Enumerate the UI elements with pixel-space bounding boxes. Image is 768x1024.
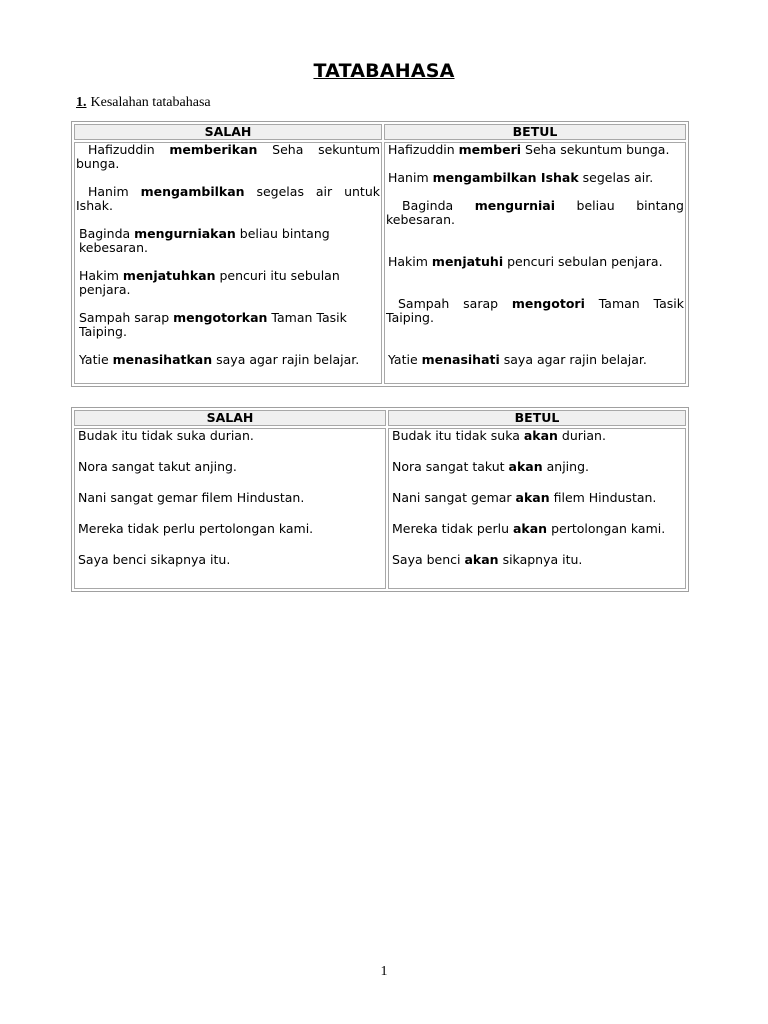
betul-entry: Nani sangat gemar akan filem Hindustan. [392, 490, 657, 505]
table-header-row [74, 410, 686, 426]
salah-entry: Budak itu tidak suka durian. [78, 428, 254, 443]
betul-entry: Nora sangat takut akan anjing. [392, 459, 589, 474]
betul-entry: Hanim mengambilkan Ishak segelas air. [388, 170, 654, 185]
betul-entry: Budak itu tidak suka akan durian. [392, 428, 606, 443]
salah-entry: Yatie menasihatkan saya agar rajin belajar. [79, 352, 360, 367]
betul-entry: Sampah sarap mengotori Taman Tasik Taiping. [386, 296, 684, 325]
betul-entry: Saya benci akan sikapnya itu. [392, 552, 583, 567]
salah-entry: Baginda mengurniakan beliau bintang kebesaran. [79, 226, 330, 255]
header-salah: SALAH [74, 410, 386, 426]
section-heading [76, 95, 211, 111]
header-salah: SALAH [74, 124, 382, 140]
section-number: 1. [76, 95, 87, 110]
salah-entry: Hanim mengambilkan segelas air untuk Ishak. [76, 184, 380, 213]
salah-entry: Hakim menjatuhkan pencuri itu sebulan penjara. [79, 268, 340, 297]
betul-entry: Mereka tidak perlu akan pertolongan kami. [392, 521, 666, 536]
betul-entry: Baginda mengurniai beliau bintang kebesaran. [386, 198, 684, 227]
page-title: TATABAHASA [313, 60, 455, 82]
salah-entry: Sampah sarap mengotorkan Taman Tasik Taiping. [79, 310, 347, 339]
betul-entry: Yatie menasihati saya agar rajin belajar. [388, 352, 647, 367]
table-affix-errors [71, 121, 689, 387]
betul-column [384, 142, 686, 384]
page-number: 1 [380, 964, 388, 979]
table-row [74, 428, 686, 589]
salah-entry: Nora sangat takut anjing. [78, 459, 237, 474]
table-row [74, 142, 686, 384]
betul-column [388, 428, 686, 589]
salah-entry: Mereka tidak perlu pertolongan kami. [78, 521, 314, 536]
salah-entry: Saya benci sikapnya itu. [78, 552, 231, 567]
salah-entry: Nani sangat gemar filem Hindustan. [78, 490, 305, 505]
betul-entry: Hafizuddin memberi Seha sekuntum bunga. [388, 142, 670, 157]
salah-column [74, 142, 382, 384]
header-betul: BETUL [388, 410, 686, 426]
table-akan-errors [71, 407, 689, 592]
salah-entry: Hafizuddin memberikan Seha sekuntum bunga. [76, 142, 381, 171]
table-header-row [74, 124, 686, 140]
salah-column [74, 428, 386, 589]
betul-entry: Hakim menjatuhi pencuri sebulan penjara. [388, 254, 663, 269]
section-label: Kesalahan tatabahasa [90, 95, 211, 110]
header-betul: BETUL [384, 124, 686, 140]
